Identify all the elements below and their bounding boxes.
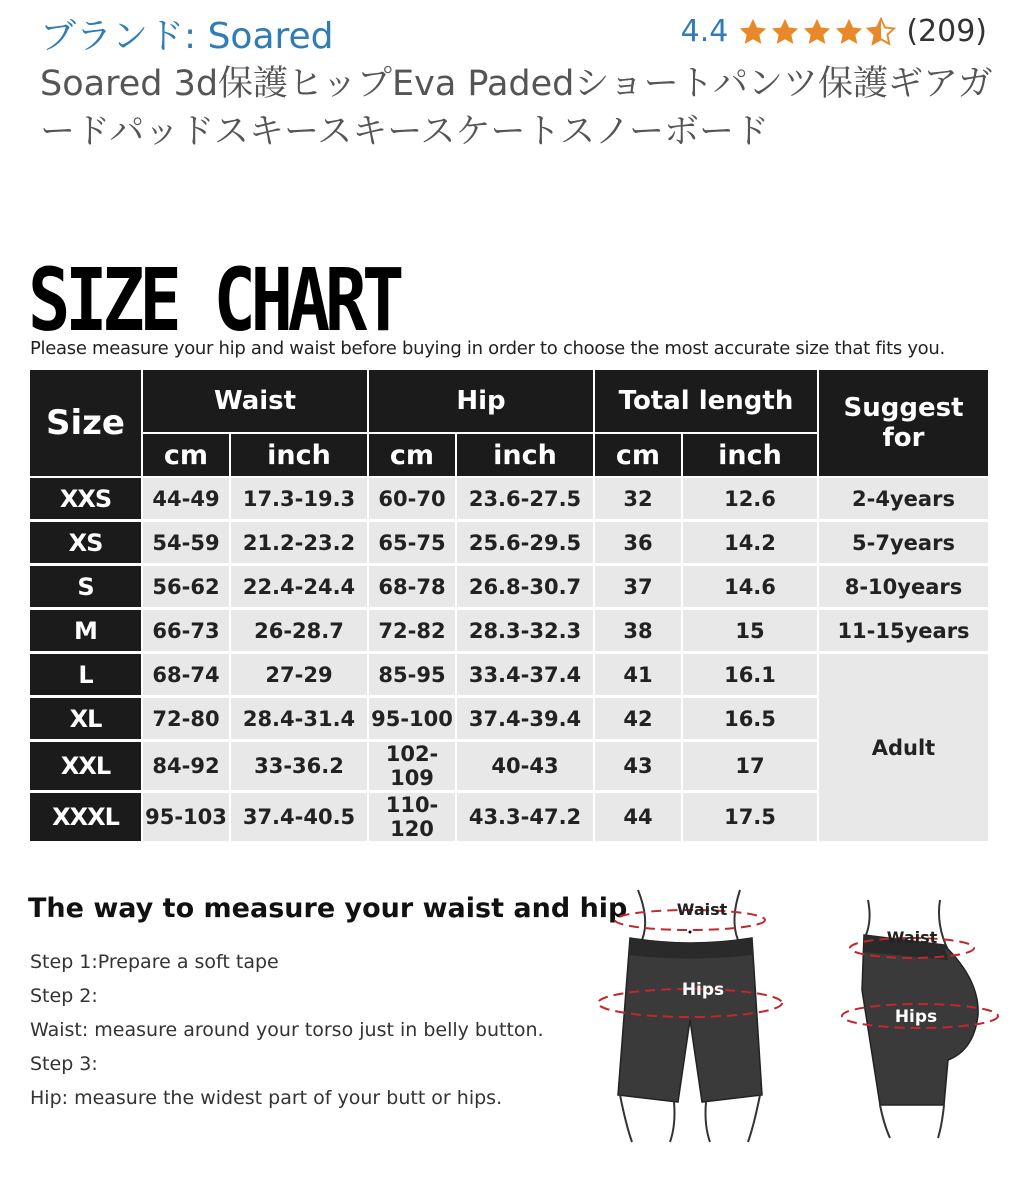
hip-cm-cell: 102-109 <box>369 742 457 793</box>
length-cm-cell: 43 <box>595 742 683 793</box>
measure-title: The way to measure your waist and hip <box>28 893 628 924</box>
header-suggest-for: Suggest for <box>819 370 988 478</box>
waist-inch-cell: 27-29 <box>231 654 369 698</box>
header-size: Size <box>30 370 143 478</box>
waist-inch-cell: 26-28.7 <box>231 610 369 654</box>
waist-inch-cell: 33-36.2 <box>231 742 369 793</box>
shorts-front-icon <box>590 880 790 1150</box>
size-chart-subtitle: Please measure your hip and waist before buying in order to choose the most accurate size that fits you. <box>30 338 945 359</box>
star-full-icon <box>834 17 864 47</box>
side-view-illustration <box>840 890 1010 1140</box>
brand-link[interactable]: ブランド: Soared <box>40 16 334 57</box>
hip-inch-cell: 40-43 <box>457 742 595 793</box>
suggest-cell: 11-15years <box>819 610 988 654</box>
header-length-cm: cm <box>595 434 683 478</box>
table-row <box>30 610 988 654</box>
size-cell: XS <box>30 522 143 566</box>
hip-inch-cell: 23.6-27.5 <box>457 478 595 522</box>
star-rating <box>738 17 896 47</box>
hip-inch-cell: 43.3-47.2 <box>457 793 595 844</box>
waist-inch-cell: 37.4-40.5 <box>231 793 369 844</box>
star-half-icon <box>866 17 896 47</box>
length-inch-cell: 16.1 <box>683 654 819 698</box>
side-hips-label: Hips <box>894 1007 938 1027</box>
length-inch-cell: 17.5 <box>683 793 819 844</box>
waist-cm-cell: 56-62 <box>143 566 231 610</box>
star-full-icon <box>802 17 832 47</box>
hip-inch-cell: 33.4-37.4 <box>457 654 595 698</box>
size-cell: XXS <box>30 478 143 522</box>
hip-inch-cell: 26.8-30.7 <box>457 566 595 610</box>
waist-cm-cell: 44-49 <box>143 478 231 522</box>
size-cell: L <box>30 654 143 698</box>
waist-cm-cell: 54-59 <box>143 522 231 566</box>
header-hip: Hip <box>369 370 595 434</box>
size-cell: M <box>30 610 143 654</box>
waist-cm-cell: 68-74 <box>143 654 231 698</box>
step-text: Step 2: <box>30 985 98 1007</box>
star-full-icon <box>770 17 800 47</box>
shorts-side-icon <box>840 890 1010 1140</box>
length-inch-cell: 17 <box>683 742 819 793</box>
length-cm-cell: 37 <box>595 566 683 610</box>
table-row <box>30 478 988 522</box>
table-row <box>30 522 988 566</box>
hip-cm-cell: 60-70 <box>369 478 457 522</box>
step-text: Step 3: <box>30 1053 98 1075</box>
product-title: Soared 3d保護ヒップEva Padedショートパンツ保護ギアガードパッドスキースキースケートスノーボード <box>40 64 993 152</box>
hip-inch-cell: 37.4-39.4 <box>457 698 595 742</box>
size-cell: S <box>30 566 143 610</box>
front-hips-label: Hips <box>681 980 725 1000</box>
length-inch-cell: 12.6 <box>683 478 819 522</box>
rating-value: 4.4 <box>680 14 729 49</box>
length-inch-cell: 15 <box>683 610 819 654</box>
waist-inch-cell: 21.2-23.2 <box>231 522 369 566</box>
length-inch-cell: 14.6 <box>683 566 819 610</box>
front-view-illustration <box>590 880 790 1150</box>
waist-inch-cell: 28.4-31.4 <box>231 698 369 742</box>
header-waist: Waist <box>143 370 369 434</box>
rating-summary[interactable] <box>681 14 987 49</box>
waist-cm-cell: 95-103 <box>143 793 231 844</box>
size-cell: XL <box>30 698 143 742</box>
size-cell: XXXL <box>30 793 143 844</box>
length-cm-cell: 36 <box>595 522 683 566</box>
waist-inch-cell: 17.3-19.3 <box>231 478 369 522</box>
header-waist-cm: cm <box>143 434 231 478</box>
table-row <box>30 566 988 610</box>
measure-steps <box>30 948 544 1118</box>
header-hip-inch: inch <box>457 434 595 478</box>
header-total-length: Total length <box>595 370 819 434</box>
length-inch-cell: 16.5 <box>683 698 819 742</box>
length-cm-cell: 42 <box>595 698 683 742</box>
length-cm-cell: 41 <box>595 654 683 698</box>
front-waist-label: Waist <box>676 900 728 919</box>
hip-cm-cell: 110-120 <box>369 793 457 844</box>
length-inch-cell: 14.2 <box>683 522 819 566</box>
size-chart-heading: SIZE CHART <box>28 250 400 351</box>
suggest-cell: 5-7years <box>819 522 988 566</box>
suggest-adult-cell: Adult <box>819 654 988 844</box>
header-hip-cm: cm <box>369 434 457 478</box>
hip-cm-cell: 95-100 <box>369 698 457 742</box>
step-text: Hip: measure the widest part of your butt or hips. <box>30 1087 503 1109</box>
hip-cm-cell: 65-75 <box>369 522 457 566</box>
waist-inch-cell: 22.4-24.4 <box>231 566 369 610</box>
review-count[interactable]: (209) <box>906 14 987 49</box>
size-cell: XXL <box>30 742 143 793</box>
length-cm-cell: 38 <box>595 610 683 654</box>
hip-inch-cell: 28.3-32.3 <box>457 610 595 654</box>
length-cm-cell: 44 <box>595 793 683 844</box>
header-waist-inch: inch <box>231 434 369 478</box>
suggest-cell: 2-4years <box>819 478 988 522</box>
step-text: Waist: measure around your torso just in belly button. <box>30 1019 544 1041</box>
header-length-inch: inch <box>683 434 819 478</box>
waist-cm-cell: 72-80 <box>143 698 231 742</box>
hip-cm-cell: 68-78 <box>369 566 457 610</box>
waist-cm-cell: 66-73 <box>143 610 231 654</box>
suggest-cell: 8-10years <box>819 566 988 610</box>
step-text: Step 1:Prepare a soft tape <box>30 951 279 973</box>
side-waist-label: Waist <box>886 928 938 947</box>
waist-cm-cell: 84-92 <box>143 742 231 793</box>
hip-cm-cell: 72-82 <box>369 610 457 654</box>
hip-inch-cell: 25.6-29.5 <box>457 522 595 566</box>
length-cm-cell: 32 <box>595 478 683 522</box>
size-chart-table <box>30 370 988 844</box>
table-row <box>30 654 988 698</box>
hip-cm-cell: 85-95 <box>369 654 457 698</box>
star-full-icon <box>738 17 768 47</box>
